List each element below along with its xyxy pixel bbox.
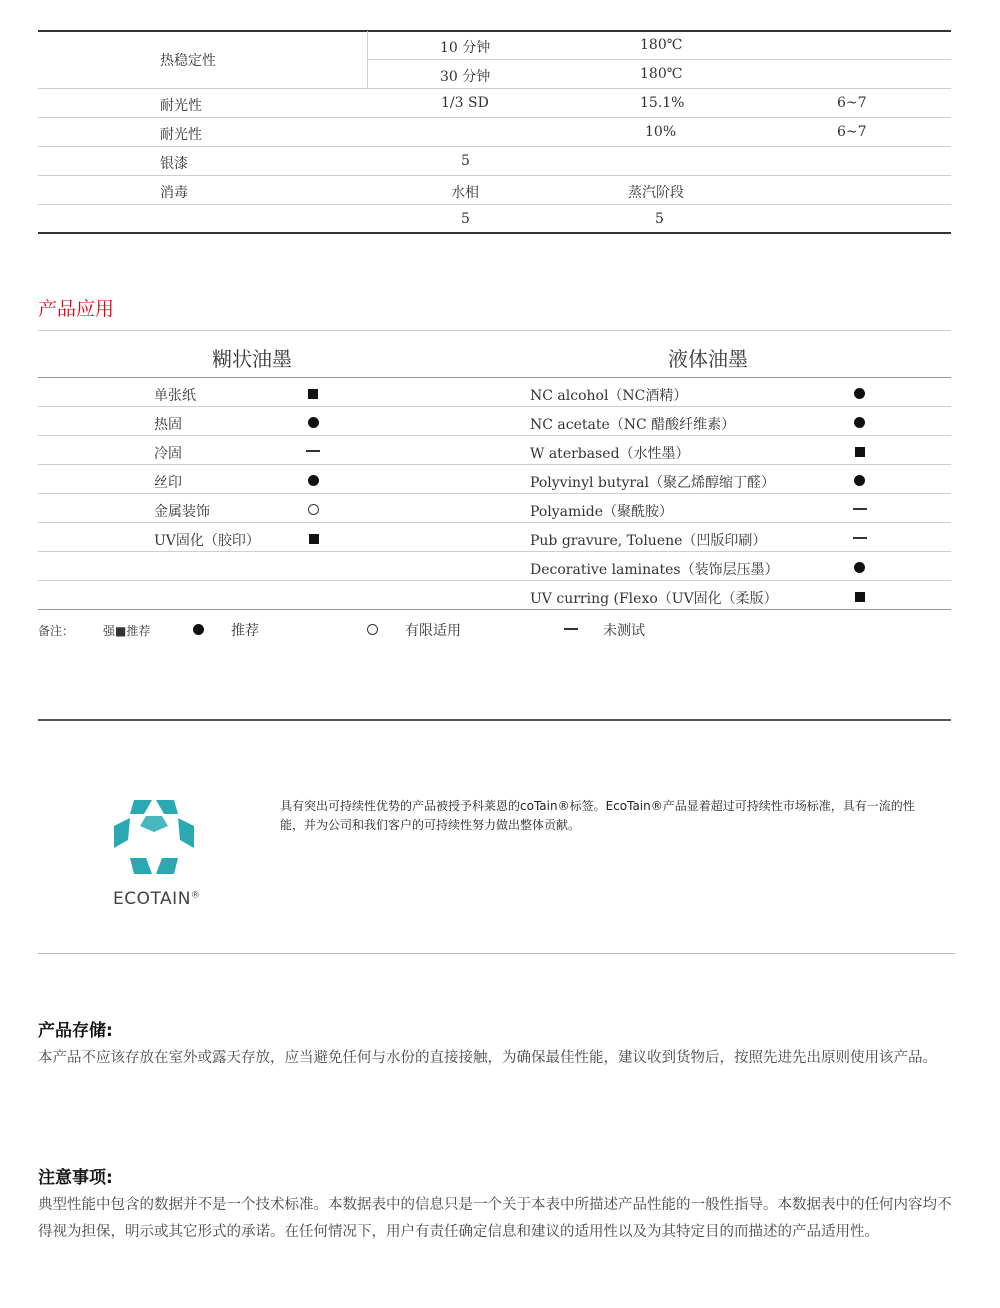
legend-untested: 未测试 bbox=[603, 623, 645, 639]
dot-icon bbox=[308, 474, 319, 490]
paste-item-label: 金属装饰 bbox=[154, 504, 210, 520]
liquid-item-label: NC alcohol（NC酒精） bbox=[530, 388, 688, 404]
paste-item-label: 热固 bbox=[154, 417, 182, 433]
ring-icon bbox=[367, 623, 378, 639]
app-row-divider bbox=[38, 464, 951, 465]
notice-title: 注意事项: bbox=[38, 1168, 113, 1188]
paste-item-label: 单张纸 bbox=[154, 388, 196, 404]
square-icon bbox=[309, 532, 319, 548]
app-row-divider bbox=[38, 406, 951, 407]
paste-ink-header: 糊状油墨 bbox=[212, 347, 292, 371]
eco-section-bottom-border bbox=[38, 953, 955, 954]
row-label-thermal: 热稳定性 bbox=[160, 53, 216, 69]
liquid-item-label: Polyvinyl butyral（聚乙烯醇缩丁醛） bbox=[530, 475, 775, 491]
registered-mark: ® bbox=[190, 890, 201, 901]
dash-icon bbox=[564, 621, 578, 637]
liquid-item-label: Polyamide（聚酰胺） bbox=[530, 504, 674, 520]
cell-last-c2: 5 bbox=[655, 211, 664, 227]
dash-icon bbox=[853, 530, 867, 546]
table-row-divider bbox=[38, 117, 951, 118]
cell-sterilize-c1: 水相 bbox=[451, 185, 479, 201]
row-label-lightfast-1: 耐光性 bbox=[160, 98, 202, 114]
cell-lightfast-1-c3: 6~7 bbox=[837, 95, 867, 111]
app-table-bottom bbox=[38, 609, 951, 610]
legend-prefix: 备注： bbox=[38, 624, 75, 638]
liquid-item-label: NC acetate（NC 醋酸纤维素） bbox=[530, 417, 736, 433]
app-header-divider bbox=[38, 377, 951, 378]
table-sub-divider bbox=[368, 59, 951, 60]
eco-section-top-border bbox=[38, 719, 951, 721]
table-top-border bbox=[38, 30, 951, 32]
ecotain-logo-text bbox=[113, 889, 200, 909]
cell-lightfast-2-c3: 6~7 bbox=[837, 124, 867, 140]
liquid-ink-header: 液体油墨 bbox=[668, 347, 748, 371]
row-label-silver: 银漆 bbox=[160, 156, 188, 172]
square-icon bbox=[855, 445, 865, 461]
legend-strong: 强■推荐 bbox=[103, 624, 151, 638]
dot-icon bbox=[308, 416, 319, 432]
table-bottom-border bbox=[38, 232, 951, 234]
row-label-sterilize: 消毒 bbox=[160, 185, 188, 201]
dot-icon bbox=[854, 561, 865, 577]
paste-item-label: 冷固 bbox=[154, 446, 182, 462]
paste-item-label: 丝印 bbox=[154, 475, 182, 491]
app-row-divider bbox=[38, 580, 951, 581]
dot-icon bbox=[193, 623, 204, 639]
cell-silver-c1: 5 bbox=[461, 153, 470, 169]
applications-title: 产品应用 bbox=[38, 298, 115, 320]
cell-lightfast-1-c1: 1/3 SD bbox=[441, 95, 489, 111]
cell-thermal-10min: 10 分钟 bbox=[440, 40, 491, 56]
ecotain-logo-word: ECOTAIN bbox=[113, 889, 191, 909]
legend-recommend: 推荐 bbox=[231, 623, 259, 639]
legend-limited: 有限适用 bbox=[405, 623, 461, 639]
row-label-lightfast-2: 耐光性 bbox=[160, 127, 202, 143]
app-row-divider bbox=[38, 435, 951, 436]
cell-lightfast-2-c2: 10% bbox=[645, 124, 677, 140]
dash-icon bbox=[306, 443, 320, 459]
dash-icon bbox=[853, 501, 867, 517]
dot-icon bbox=[854, 474, 865, 490]
liquid-item-label: W aterbased（水性墨） bbox=[530, 446, 690, 462]
liquid-item-label: Decorative laminates（装饰层压墨） bbox=[530, 562, 779, 578]
ecotain-logo-icon bbox=[108, 796, 200, 878]
cell-lightfast-1-c2: 15.1% bbox=[640, 95, 685, 111]
cell-thermal-30min-temp: 180℃ bbox=[640, 66, 683, 82]
square-icon bbox=[308, 387, 318, 403]
table-row-divider bbox=[38, 146, 951, 147]
cell-sterilize-c2: 蒸汽阶段 bbox=[628, 185, 684, 201]
app-row-divider bbox=[38, 522, 951, 523]
liquid-item-label: UV curring (Flexo（UV固化（柔版） bbox=[530, 591, 778, 607]
cell-thermal-30min: 30 分钟 bbox=[440, 69, 491, 85]
cell-thermal-10min-temp: 180℃ bbox=[640, 37, 683, 53]
storage-text: 本产品不应该存放在室外或露天存放，应当避免任何与水份的直接接触，为确保最佳性能，建议收到货物后，按照先进先出原则使用该产品。 bbox=[38, 1050, 937, 1066]
cell-last-c1: 5 bbox=[461, 211, 470, 227]
liquid-item-label: Pub gravure, Toluene（凹版印刷） bbox=[530, 533, 767, 549]
paste-item-label: UV固化（胶印） bbox=[154, 533, 260, 549]
table-vertical-divider bbox=[367, 31, 368, 89]
storage-title: 产品存储: bbox=[38, 1021, 113, 1041]
ring-icon bbox=[308, 503, 319, 519]
app-table-top bbox=[38, 330, 951, 331]
ecotain-description: 具有突出可持续性优势的产品被授予科莱恩的coTain®标签。EcoTain®产品显着超过可持续性市场标准，具有一流的性能，并为公司和我们客户的可持续性努力做出整体贡献。 bbox=[280, 799, 915, 832]
table-row-divider bbox=[38, 88, 951, 89]
app-row-divider bbox=[38, 493, 951, 494]
table-row-divider bbox=[38, 204, 951, 205]
table-row-divider bbox=[38, 175, 951, 176]
dot-icon bbox=[854, 387, 865, 403]
dot-icon bbox=[854, 416, 865, 432]
notice-text: 典型性能中包含的数据并不是一个技术标准。本数据表中的信息只是一个关于本表中所描述产品性能的一般性指导。本数据表中的任何内容均不得视为担保，明示或其它形式的承诺。在任何情况下，用户有责任确定信息和建议的适用性以及为其特定目的而描述的产品适用性。 bbox=[38, 1197, 952, 1240]
app-row-divider bbox=[38, 551, 951, 552]
square-icon bbox=[855, 590, 865, 606]
